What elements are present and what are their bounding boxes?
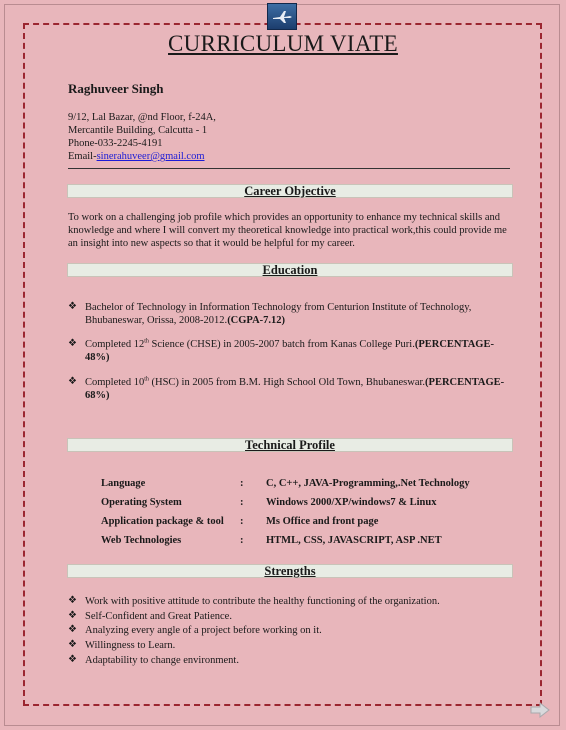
email-line: [68, 150, 216, 163]
page-title: CURRICULUM VIATE: [168, 31, 398, 56]
address-line-1: 9/12, Lal Bazar, @nd Floor, f-24A,: [68, 112, 216, 123]
email-label: Email-: [68, 151, 97, 162]
list-item: ❖ Willingness to Learn.: [68, 639, 176, 651]
phone: Phone-033-2245-4191: [68, 138, 163, 149]
list-item: ❖ Bachelor of Technology in Information Technology from Centurion Institute of Technology, Bhubaneswar, Orissa, 2008-2012.(CGPA-7.12): [68, 301, 472, 326]
diamond-bullet-icon: ❖: [68, 595, 77, 606]
diamond-bullet-icon: ❖: [68, 376, 77, 387]
section-technical-profile: Technical Profile: [67, 438, 513, 452]
career-objective-text: To work on a challenging job profile which provides an opportunity to enhance my technical skills and knowledge and where I will convert my theoretical knowledge into practical work,this could provide me an insight into new aspects so that it would be helpful for my career.: [68, 212, 507, 249]
list-item: ❖ Self-Confident and Great Patience.: [68, 610, 232, 622]
section-education: Education: [67, 263, 513, 277]
contact-block: [68, 111, 216, 163]
header-divider: [68, 168, 510, 169]
list-item: ❖ Completed 10th (HSC) in 2005 from B.M. High School Old Town, Bhubaneswar.(PERCENTAGE-68%): [68, 376, 505, 401]
candidate-name: Raghuveer Singh: [68, 81, 164, 96]
list-item: ❖ Analyzing every angle of a project before working on it.: [68, 624, 322, 636]
diamond-bullet-icon: ❖: [68, 301, 77, 312]
diamond-bullet-icon: ❖: [68, 610, 77, 621]
diamond-bullet-icon: ❖: [68, 624, 77, 635]
section-strengths: Strengths: [67, 564, 513, 578]
diamond-bullet-icon: ❖: [68, 338, 77, 349]
diamond-bullet-icon: ❖: [68, 639, 77, 650]
diamond-bullet-icon: ❖: [68, 654, 77, 665]
arrow-right-icon[interactable]: [530, 702, 550, 723]
list-item: ❖ Adaptability to change environment.: [68, 654, 239, 666]
address-line-2: Mercantile Building, Calcutta - 1: [68, 125, 208, 136]
list-item: ❖ Completed 12th Science (CHSE) in 2005-2007 batch from Kanas College Puri.(PERCENTAGE-48%): [68, 338, 494, 363]
plane-icon: [267, 3, 297, 30]
section-career-objective: Career Objective: [67, 184, 513, 198]
email-link[interactable]: sinerahuveer@gmail.com: [96, 151, 205, 162]
list-item: ❖ Work with positive attitude to contribute the healthy functioning of the organization.: [68, 595, 440, 607]
